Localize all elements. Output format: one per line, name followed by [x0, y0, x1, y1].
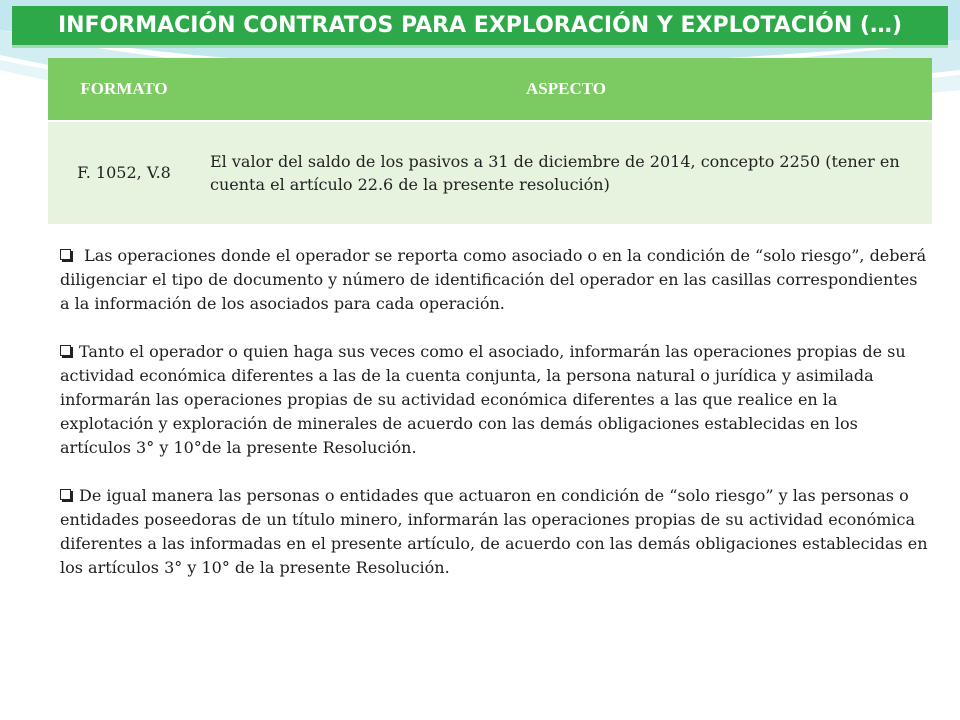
- checkbox-bullet-icon: [60, 249, 71, 260]
- paragraph-text: Tanto el operador o quien haga sus veces como el asociado, informarán las operaciones propias de su actividad económica diferentes a las de la cuenta conjunta, la persona natural o jurídica y asimilada informarán las operaciones propias de su actividad económica diferentes a las que realice en la explotación y exploración de minerales de acuerdo con las demás obligaciones establecidas en los artículos 3° y 10°de la presente Resolución.: [60, 342, 906, 457]
- table-row: [48, 121, 932, 224]
- table-header-row: [48, 58, 932, 121]
- header-formato: FORMATO: [48, 58, 200, 121]
- bullet-paragraph-1: [60, 244, 930, 316]
- cell-aspecto: El valor del saldo de los pasivos a 31 de diciembre de 2014, concepto 2250 (tener en cuenta el artículo 22.6 de la presente resolución): [200, 121, 932, 224]
- formato-aspecto-table: [48, 58, 932, 224]
- checkbox-bullet-icon: [60, 345, 71, 356]
- title-bar: [12, 6, 948, 48]
- checkbox-bullet-icon: [60, 489, 71, 500]
- cell-formato: F. 1052, V.8: [48, 121, 200, 224]
- paragraph-text: Las operaciones donde el operador se reporta como asociado o en la condición de “solo riesgo”, deberá diligenciar el tipo de documento y número de identificación del operador en las casillas correspondientes a la información de los asociados para cada operación.: [60, 246, 927, 313]
- header-aspecto: ASPECTO: [200, 58, 932, 121]
- bullet-paragraph-2: [60, 340, 930, 460]
- content-body: [60, 244, 930, 604]
- page-title: INFORMACIÓN CONTRATOS PARA EXPLORACIÓN Y EXPLOTACIÓN (…): [57, 13, 903, 38]
- paragraph-text: De igual manera las personas o entidades que actuaron en condición de “solo riesgo” y las personas o entidades poseedoras de un título minero, informarán las operaciones propias de su actividad económica diferentes a las informadas en el presente artículo, de acuerdo con las demás obligaciones establecidas en los artículos 3° y 10° de la presente Resolución.: [60, 486, 928, 577]
- bullet-paragraph-3: [60, 484, 930, 580]
